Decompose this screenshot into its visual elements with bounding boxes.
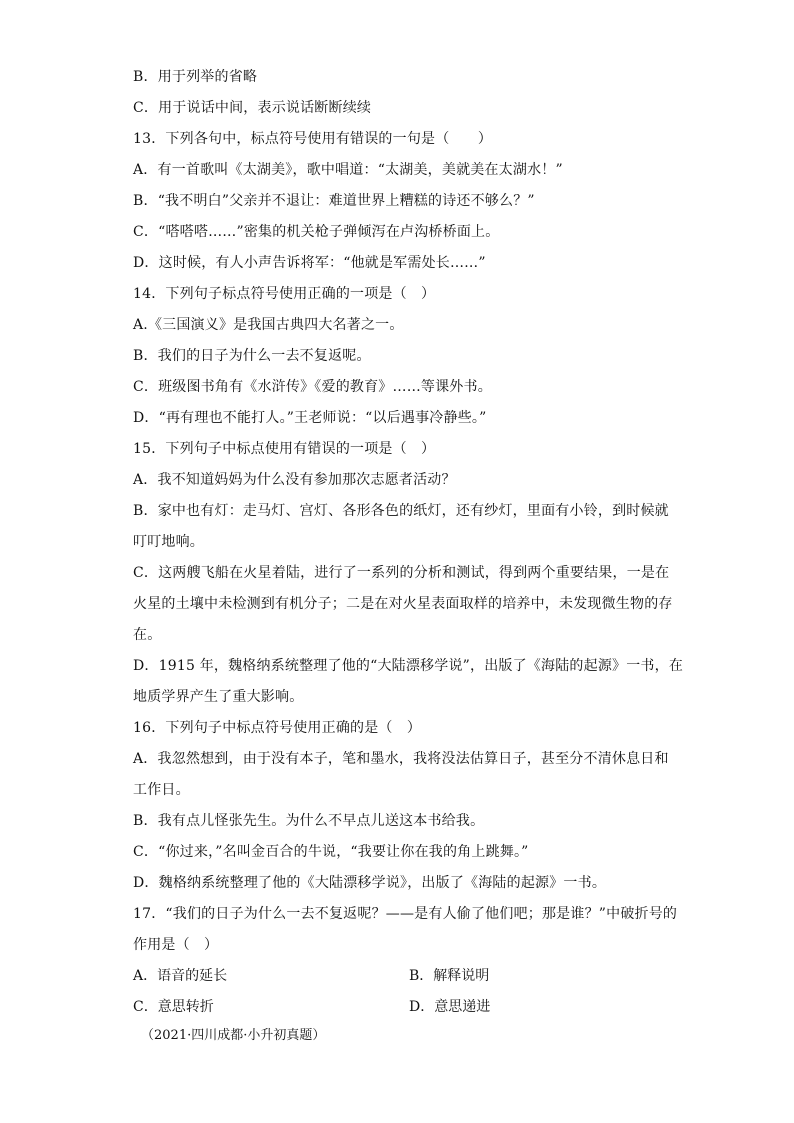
option-15-d: D．1915 年，魏格纳系统整理了他的“大陆漂移学说”，出版了《海陆的起源》一书，在 (133, 658, 684, 674)
option-13-c: C．“嗒嗒嗒……”密集的机关枪子弹倾泻在卢沟桥桥面上。 (133, 224, 500, 240)
text-line: C．用于说话中间，表示说话断断续续 (133, 100, 372, 116)
option-16-a-cont: 工作日。 (133, 782, 190, 798)
option-17-d: D．意思递进 (409, 999, 491, 1015)
option-15-c: C．这两艘飞船在火星着陆，进行了一系列的分析和测试，得到两个重要结果，一是在 (133, 565, 670, 581)
option-15-d-cont: 地质学界产生了重大影响。 (133, 689, 304, 705)
option-16-a: A．我忽然想到，由于没有本子，笔和墨水，我将没法估算日子，甚至分不清休息日和 (133, 751, 669, 767)
option-17-c: C．意思转折 (133, 999, 214, 1015)
option-15-c-cont: 火星的土壤中未检测到有机分子；二是在对火星表面取样的培养中，未发现微生物的存 (133, 596, 673, 612)
option-13-a: A．有一首歌叫《太湖美》，歌中唱道：“太湖美，美就美在太湖水！” (133, 162, 563, 178)
text-line: B．用于列举的省略 (133, 69, 258, 85)
document-content (133, 62, 684, 1049)
question-17: 17．“我们的日子为什么一去不复返呢？——是有人偷了他们吧；那是谁？”中破折号的 (133, 906, 678, 922)
option-14-a: A.《三国演义》是我国古典四大名著之一。 (133, 317, 404, 333)
option-14-b: B．我们的日子为什么一去不复返呢。 (133, 348, 371, 364)
options-17-row (133, 961, 668, 992)
option-15-b-cont: 叮叮地响。 (133, 534, 204, 550)
option-16-c: C．“你过来，”名叫金百合的牛说，“我要让你在我的角上跳舞。” (133, 844, 529, 860)
option-16-b: B．我有点儿怪张先生。为什么不早点儿送这本书给我。 (133, 813, 485, 829)
option-15-c-cont: 在。 (133, 627, 162, 643)
option-17-a: A．语音的延长 (133, 968, 228, 984)
option-13-d: D．这时候，有人小声告诉将军：“他就是军需处长……” (133, 255, 486, 271)
source-note: （2021·四川成都·小升初真题） (141, 1028, 326, 1043)
question-17-cont: 作用是（ ） (133, 937, 219, 953)
option-14-d: D．“再有理也不能打人。”王老师说：“以后遇事冷静些。” (133, 410, 487, 426)
options-17-row (133, 992, 668, 1023)
option-14-c: C．班级图书角有《水浒传》《爱的教育》……等课外书。 (133, 379, 492, 395)
question-15: 15．下列句子中标点使用有错误的一项是（ ） (133, 441, 436, 457)
question-13: 13．下列各句中，标点符号使用有错误的一句是（ ） (133, 131, 493, 147)
question-14: 14．下列句子标点符号使用正确的一项是（ ） (133, 286, 436, 302)
option-15-b: B．家中也有灯：走马灯、宫灯、各形各色的纸灯，还有纱灯，里面有小铃，到时候就 (133, 503, 669, 519)
option-16-d: D．魏格纳系统整理了他的《大陆漂移学说》，出版了《海陆的起源》一书。 (133, 875, 607, 891)
option-13-b: B．“我不明白”父亲并不退让：难道世界上糟糕的诗还不够么？” (133, 193, 535, 209)
option-17-b: B．解释说明 (409, 968, 490, 984)
question-16: 16．下列句子中标点符号使用正确的是（ ） (133, 720, 422, 736)
option-15-a: A．我不知道妈妈为什么没有参加那次志愿者活动？ (133, 472, 456, 488)
